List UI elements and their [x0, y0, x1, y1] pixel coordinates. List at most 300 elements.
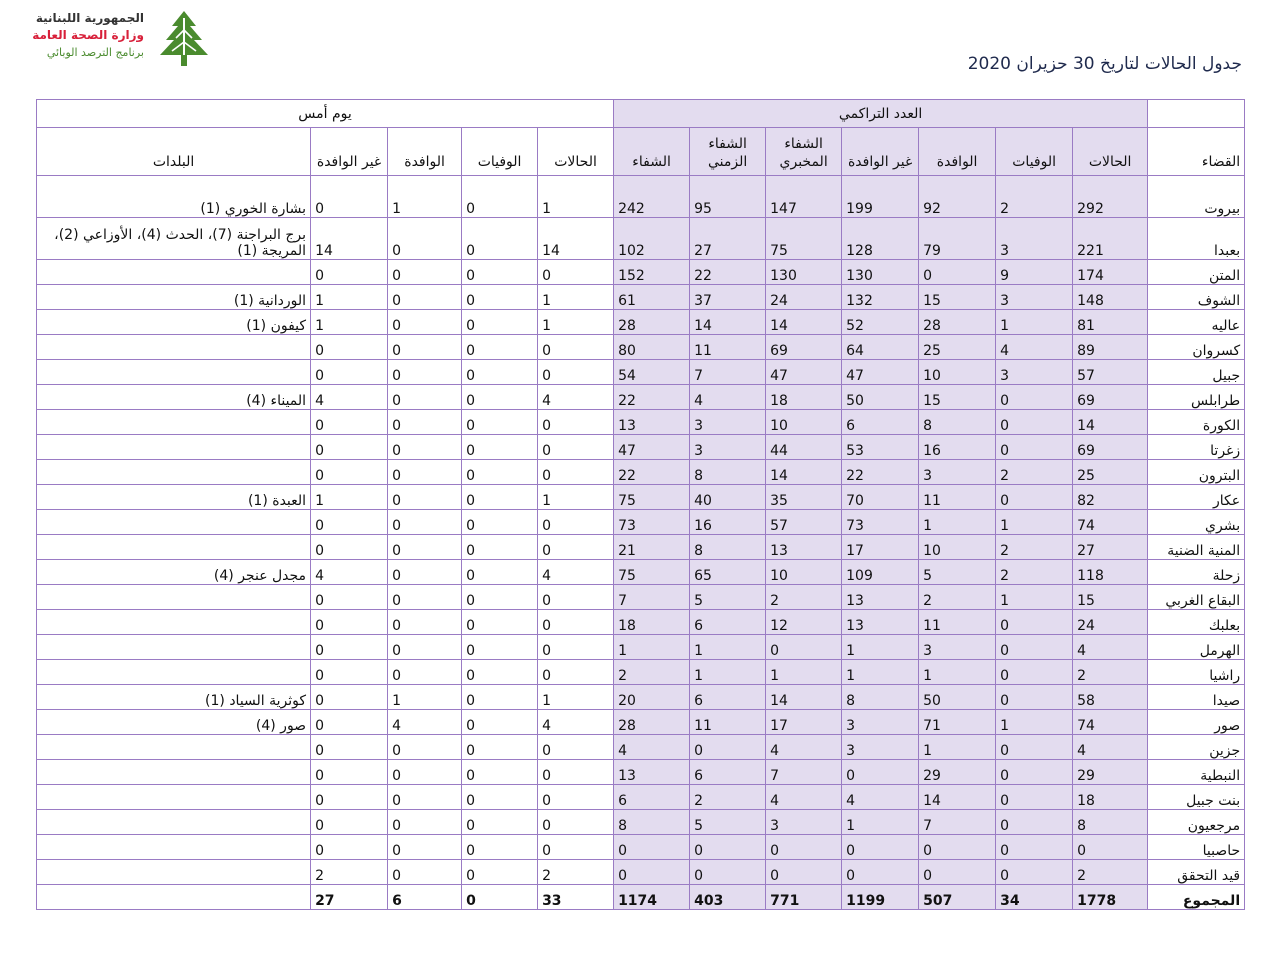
cell-y-cases: 0 — [538, 410, 614, 435]
cell-y-cases: 0 — [538, 835, 614, 860]
cell-recovered-time: 0 — [690, 860, 766, 885]
cell-imported: 10 — [919, 360, 996, 385]
cell-y-imported: 0 — [388, 535, 462, 560]
cell-non-imported: 52 — [842, 310, 919, 335]
cell-y-cases: 1 — [538, 310, 614, 335]
cell-recovered: 13 — [614, 760, 690, 785]
cell-y-deaths: 0 — [462, 660, 538, 685]
cell-towns — [37, 335, 311, 360]
cell-towns — [37, 410, 311, 435]
cell-cases: 24 — [1073, 610, 1148, 635]
cell-y-deaths: 0 — [462, 360, 538, 385]
cell-recovered-lab: 4 — [766, 785, 842, 810]
table-row — [37, 560, 1245, 585]
cell-recovered: 0 — [614, 860, 690, 885]
cell-y-imported: 0 — [388, 585, 462, 610]
cell-non-imported: 8 — [842, 685, 919, 710]
cell-recovered-lab: 35 — [766, 485, 842, 510]
cell-imported: 14 — [919, 785, 996, 810]
cell-non-imported: 3 — [842, 710, 919, 735]
cell-recovered: 28 — [614, 710, 690, 735]
cell-y-deaths: 0 — [462, 785, 538, 810]
cell-district: عكار — [1148, 485, 1245, 510]
table-row — [37, 335, 1245, 360]
cell-y-deaths: 0 — [462, 585, 538, 610]
cell-district: جبيل — [1148, 360, 1245, 385]
cell-imported: 3 — [919, 635, 996, 660]
cell-y-imported: 1 — [388, 176, 462, 218]
cell-recovered-lab: 18 — [766, 385, 842, 410]
table-row — [37, 535, 1245, 560]
cell-y-imported: 6 — [388, 885, 462, 910]
cell-district: النبطية — [1148, 760, 1245, 785]
cell-y-imported: 0 — [388, 735, 462, 760]
cell-y-non-imported: 0 — [311, 760, 388, 785]
cell-recovered-lab: 12 — [766, 610, 842, 635]
cell-deaths: 2 — [996, 460, 1073, 485]
cell-recovered-lab: 7 — [766, 760, 842, 785]
cell-y-deaths: 0 — [462, 285, 538, 310]
cell-imported: 1 — [919, 660, 996, 685]
cell-district: زغرتا — [1148, 435, 1245, 460]
cell-recovered-lab: 0 — [766, 860, 842, 885]
cell-y-deaths: 0 — [462, 335, 538, 360]
cell-towns — [37, 760, 311, 785]
cell-imported: 0 — [919, 860, 996, 885]
cell-cases: 14 — [1073, 410, 1148, 435]
cell-recovered: 242 — [614, 176, 690, 218]
cell-non-imported: 22 — [842, 460, 919, 485]
cell-cases: 89 — [1073, 335, 1148, 360]
cell-towns: الوردانية (1) — [37, 285, 311, 310]
cell-district: بعلبك — [1148, 610, 1245, 635]
cell-y-non-imported: 1 — [311, 485, 388, 510]
cell-imported: 15 — [919, 385, 996, 410]
cell-towns — [37, 885, 311, 910]
cell-y-imported: 0 — [388, 760, 462, 785]
cell-y-imported: 0 — [388, 835, 462, 860]
cell-y-non-imported: 0 — [311, 460, 388, 485]
cell-cases: 74 — [1073, 510, 1148, 535]
cell-towns: الميناء (4) — [37, 385, 311, 410]
cell-y-non-imported: 0 — [311, 635, 388, 660]
cell-towns — [37, 435, 311, 460]
cell-deaths: 2 — [996, 535, 1073, 560]
cell-district: صيدا — [1148, 685, 1245, 710]
cell-cases: 81 — [1073, 310, 1148, 335]
table-row — [37, 218, 1245, 260]
table-row — [37, 585, 1245, 610]
cell-imported: 2 — [919, 585, 996, 610]
cell-y-deaths: 0 — [462, 610, 538, 635]
cell-recovered-lab: 44 — [766, 435, 842, 460]
cell-imported: 11 — [919, 485, 996, 510]
cell-y-imported: 0 — [388, 435, 462, 460]
cell-district: المتن — [1148, 260, 1245, 285]
cell-imported: 79 — [919, 218, 996, 260]
table-row — [37, 285, 1245, 310]
cell-recovered: 21 — [614, 535, 690, 560]
cell-district: عاليه — [1148, 310, 1245, 335]
cell-y-cases: 0 — [538, 760, 614, 785]
cell-y-non-imported: 0 — [311, 585, 388, 610]
cell-y-non-imported: 0 — [311, 435, 388, 460]
cell-non-imported: 47 — [842, 360, 919, 385]
cell-non-imported: 3 — [842, 735, 919, 760]
cell-y-deaths: 0 — [462, 385, 538, 410]
cell-y-imported: 0 — [388, 335, 462, 360]
cell-towns — [37, 535, 311, 560]
cell-towns — [37, 835, 311, 860]
cell-cases: 15 — [1073, 585, 1148, 610]
cell-deaths: 0 — [996, 435, 1073, 460]
cell-y-cases: 0 — [538, 460, 614, 485]
cell-recovered: 152 — [614, 260, 690, 285]
cell-recovered-time: 37 — [690, 285, 766, 310]
cell-y-deaths: 0 — [462, 510, 538, 535]
cell-imported: 5 — [919, 560, 996, 585]
cell-towns — [37, 635, 311, 660]
total-row — [37, 885, 1245, 910]
cell-imported: 71 — [919, 710, 996, 735]
cell-y-cases: 0 — [538, 660, 614, 685]
cell-imported: 11 — [919, 610, 996, 635]
cell-non-imported: 70 — [842, 485, 919, 510]
cell-deaths: 0 — [996, 410, 1073, 435]
cell-imported: 1 — [919, 510, 996, 535]
cell-y-deaths: 0 — [462, 835, 538, 860]
cell-y-imported: 0 — [388, 610, 462, 635]
cell-cases: 4 — [1073, 635, 1148, 660]
cell-recovered-lab: 130 — [766, 260, 842, 285]
cell-y-deaths: 0 — [462, 260, 538, 285]
table-row — [37, 260, 1245, 285]
cell-y-deaths: 0 — [462, 485, 538, 510]
cell-cases: 69 — [1073, 435, 1148, 460]
cell-deaths: 1 — [996, 510, 1073, 535]
cell-deaths: 0 — [996, 835, 1073, 860]
cell-deaths: 0 — [996, 485, 1073, 510]
cell-deaths: 4 — [996, 335, 1073, 360]
cell-district: البترون — [1148, 460, 1245, 485]
table-row — [37, 860, 1245, 885]
org-line-3: برنامج الترصد الوبائي — [46, 46, 144, 59]
cell-towns — [37, 360, 311, 385]
cell-y-non-imported: 27 — [311, 885, 388, 910]
cell-y-cases: 0 — [538, 360, 614, 385]
col-y-non-imported: غير الوافدة — [311, 128, 388, 176]
cell-imported: 0 — [919, 260, 996, 285]
cell-recovered: 102 — [614, 218, 690, 260]
cell-recovered-time: 22 — [690, 260, 766, 285]
cell-deaths: 0 — [996, 810, 1073, 835]
cell-towns: صور (4) — [37, 710, 311, 735]
cell-y-deaths: 0 — [462, 410, 538, 435]
cell-deaths: 3 — [996, 218, 1073, 260]
cell-non-imported: 1 — [842, 810, 919, 835]
cell-recovered-time: 14 — [690, 310, 766, 335]
cell-recovered-time: 4 — [690, 385, 766, 410]
cell-y-deaths: 0 — [462, 635, 538, 660]
cell-deaths: 0 — [996, 860, 1073, 885]
cell-y-imported: 0 — [388, 310, 462, 335]
cell-recovered-time: 1 — [690, 660, 766, 685]
cell-y-non-imported: 0 — [311, 535, 388, 560]
cell-y-non-imported: 14 — [311, 218, 388, 260]
cell-district: كسروان — [1148, 335, 1245, 360]
cell-recovered-lab: 3 — [766, 810, 842, 835]
cell-recovered-lab: 69 — [766, 335, 842, 360]
cell-towns — [37, 660, 311, 685]
cell-y-deaths: 0 — [462, 218, 538, 260]
cell-y-imported: 0 — [388, 218, 462, 260]
cell-deaths: 0 — [996, 660, 1073, 685]
cell-y-imported: 0 — [388, 260, 462, 285]
cell-imported: 16 — [919, 435, 996, 460]
cell-recovered-lab: 75 — [766, 218, 842, 260]
col-district: القضاء — [1148, 128, 1245, 176]
cell-recovered: 28 — [614, 310, 690, 335]
cell-district: الهرمل — [1148, 635, 1245, 660]
cell-cases: 1778 — [1073, 885, 1148, 910]
cell-district: حاصبيا — [1148, 835, 1245, 860]
cell-y-cases: 1 — [538, 485, 614, 510]
cell-recovered: 54 — [614, 360, 690, 385]
cell-recovered: 22 — [614, 385, 690, 410]
cell-towns: كوثرية السياد (1) — [37, 685, 311, 710]
cell-cases: 118 — [1073, 560, 1148, 585]
cell-deaths: 0 — [996, 635, 1073, 660]
cell-district: راشيا — [1148, 660, 1245, 685]
group-yesterday: يوم أمس — [37, 100, 614, 128]
cell-y-non-imported: 0 — [311, 710, 388, 735]
cell-non-imported: 128 — [842, 218, 919, 260]
cell-cases: 74 — [1073, 710, 1148, 735]
cell-imported: 92 — [919, 176, 996, 218]
cell-cases: 58 — [1073, 685, 1148, 710]
cell-recovered-time: 40 — [690, 485, 766, 510]
group-cumulative: العدد التراكمي — [614, 100, 1148, 128]
cell-deaths: 0 — [996, 735, 1073, 760]
cell-towns — [37, 460, 311, 485]
cell-cases: 8 — [1073, 810, 1148, 835]
cell-y-deaths: 0 — [462, 560, 538, 585]
cell-y-cases: 0 — [538, 585, 614, 610]
cell-y-non-imported: 0 — [311, 335, 388, 360]
cell-y-cases: 2 — [538, 860, 614, 885]
cell-recovered-time: 7 — [690, 360, 766, 385]
col-recovered-time: الشفاء الزمني — [690, 128, 766, 176]
cell-y-deaths: 0 — [462, 760, 538, 785]
cell-recovered-lab: 24 — [766, 285, 842, 310]
cell-y-non-imported: 0 — [311, 735, 388, 760]
cell-district: طرابلس — [1148, 385, 1245, 410]
cell-y-cases: 4 — [538, 710, 614, 735]
cell-y-non-imported: 1 — [311, 285, 388, 310]
cell-recovered-time: 65 — [690, 560, 766, 585]
cell-recovered-time: 95 — [690, 176, 766, 218]
cell-cases: 57 — [1073, 360, 1148, 385]
cell-recovered: 6 — [614, 785, 690, 810]
cell-y-imported: 0 — [388, 810, 462, 835]
page-title: جدول الحالات لتاريخ 30 حزيران 2020 — [967, 54, 1242, 74]
cell-cases: 0 — [1073, 835, 1148, 860]
table-row — [37, 510, 1245, 535]
cell-non-imported: 73 — [842, 510, 919, 535]
cell-non-imported: 0 — [842, 760, 919, 785]
table-row — [37, 710, 1245, 735]
table-row — [37, 460, 1245, 485]
cell-imported: 1 — [919, 735, 996, 760]
cell-recovered-time: 2 — [690, 785, 766, 810]
org-line-2: وزارة الصحة العامة — [32, 28, 144, 42]
col-y-imported: الوافدة — [388, 128, 462, 176]
cell-y-non-imported: 0 — [311, 510, 388, 535]
cell-recovered: 7 — [614, 585, 690, 610]
cell-recovered-time: 6 — [690, 760, 766, 785]
cell-recovered: 1 — [614, 635, 690, 660]
cell-y-deaths: 0 — [462, 310, 538, 335]
cell-recovered-lab: 10 — [766, 560, 842, 585]
cell-y-cases: 4 — [538, 385, 614, 410]
cell-district: البقاع الغربي — [1148, 585, 1245, 610]
cell-non-imported: 1 — [842, 635, 919, 660]
cell-y-non-imported: 0 — [311, 610, 388, 635]
cell-recovered: 22 — [614, 460, 690, 485]
cell-non-imported: 53 — [842, 435, 919, 460]
cell-recovered-lab: 14 — [766, 460, 842, 485]
cell-non-imported: 4 — [842, 785, 919, 810]
table-row — [37, 410, 1245, 435]
cell-y-cases: 1 — [538, 685, 614, 710]
cell-recovered-time: 403 — [690, 885, 766, 910]
cell-y-cases: 0 — [538, 735, 614, 760]
cell-deaths: 1 — [996, 310, 1073, 335]
cell-y-non-imported: 0 — [311, 176, 388, 218]
cell-y-deaths: 0 — [462, 885, 538, 910]
cell-non-imported: 1 — [842, 660, 919, 685]
cell-y-deaths: 0 — [462, 710, 538, 735]
cell-y-cases: 0 — [538, 635, 614, 660]
table-row — [37, 610, 1245, 635]
cell-y-cases: 0 — [538, 610, 614, 635]
cell-recovered-lab: 10 — [766, 410, 842, 435]
cell-towns — [37, 735, 311, 760]
cell-recovered-time: 0 — [690, 835, 766, 860]
cell-recovered-lab: 147 — [766, 176, 842, 218]
table-row — [37, 176, 1245, 218]
cell-recovered-time: 8 — [690, 535, 766, 560]
cell-y-imported: 0 — [388, 485, 462, 510]
cell-recovered: 47 — [614, 435, 690, 460]
cell-towns — [37, 785, 311, 810]
cell-recovered-time: 6 — [690, 685, 766, 710]
cell-non-imported: 13 — [842, 610, 919, 635]
cell-y-deaths: 0 — [462, 735, 538, 760]
table-row — [37, 485, 1245, 510]
cell-imported: 507 — [919, 885, 996, 910]
cell-y-imported: 0 — [388, 635, 462, 660]
cell-cases: 69 — [1073, 385, 1148, 410]
cases-table — [36, 99, 1245, 910]
cell-y-cases: 0 — [538, 435, 614, 460]
cell-towns: بشارة الخوري (1) — [37, 176, 311, 218]
table-row — [37, 660, 1245, 685]
col-towns: البلدات — [37, 128, 311, 176]
col-imported: الوافدة — [919, 128, 996, 176]
cell-y-non-imported: 0 — [311, 660, 388, 685]
cell-district: بيروت — [1148, 176, 1245, 218]
org-line-1: الجمهورية اللبنانية — [35, 11, 144, 25]
cell-y-non-imported: 0 — [311, 410, 388, 435]
table-row — [37, 785, 1245, 810]
table-row — [37, 360, 1245, 385]
table-row — [37, 385, 1245, 410]
cell-deaths: 1 — [996, 585, 1073, 610]
cell-towns — [37, 810, 311, 835]
cell-deaths: 0 — [996, 610, 1073, 635]
cell-cases: 2 — [1073, 660, 1148, 685]
table-row — [37, 635, 1245, 660]
col-y-cases: الحالات — [538, 128, 614, 176]
cell-y-cases: 0 — [538, 785, 614, 810]
cell-recovered: 75 — [614, 560, 690, 585]
cell-imported: 7 — [919, 810, 996, 835]
table-row — [37, 310, 1245, 335]
cell-imported: 3 — [919, 460, 996, 485]
cell-non-imported: 1199 — [842, 885, 919, 910]
cell-district: قيد التحقق — [1148, 860, 1245, 885]
col-non-imported: غير الوافدة — [842, 128, 919, 176]
col-recovered-lab: الشفاء المخبري — [766, 128, 842, 176]
cell-recovered: 2 — [614, 660, 690, 685]
cell-y-deaths: 0 — [462, 810, 538, 835]
cell-recovered-lab: 0 — [766, 635, 842, 660]
cell-recovered-time: 0 — [690, 735, 766, 760]
cell-y-non-imported: 0 — [311, 810, 388, 835]
cell-recovered-time: 27 — [690, 218, 766, 260]
cell-cases: 221 — [1073, 218, 1148, 260]
cell-recovered-time: 8 — [690, 460, 766, 485]
cell-deaths: 9 — [996, 260, 1073, 285]
cell-deaths: 3 — [996, 285, 1073, 310]
cell-recovered-lab: 4 — [766, 735, 842, 760]
cell-y-deaths: 0 — [462, 176, 538, 218]
cell-district: الكورة — [1148, 410, 1245, 435]
cell-cases: 29 — [1073, 760, 1148, 785]
cell-y-deaths: 0 — [462, 435, 538, 460]
cell-district: الشوف — [1148, 285, 1245, 310]
cell-imported: 25 — [919, 335, 996, 360]
cell-y-imported: 0 — [388, 510, 462, 535]
cell-cases: 18 — [1073, 785, 1148, 810]
cell-y-non-imported: 2 — [311, 860, 388, 885]
cell-cases: 2 — [1073, 860, 1148, 885]
cell-recovered: 1174 — [614, 885, 690, 910]
cell-recovered: 8 — [614, 810, 690, 835]
cell-cases: 174 — [1073, 260, 1148, 285]
cell-non-imported: 0 — [842, 835, 919, 860]
cell-y-non-imported: 4 — [311, 560, 388, 585]
cell-cases: 4 — [1073, 735, 1148, 760]
cell-recovered-lab: 14 — [766, 310, 842, 335]
cell-y-imported: 0 — [388, 410, 462, 435]
cell-y-non-imported: 0 — [311, 835, 388, 860]
col-recovered: الشفاء — [614, 128, 690, 176]
cell-non-imported: 6 — [842, 410, 919, 435]
cell-recovered: 13 — [614, 410, 690, 435]
cell-y-deaths: 0 — [462, 685, 538, 710]
